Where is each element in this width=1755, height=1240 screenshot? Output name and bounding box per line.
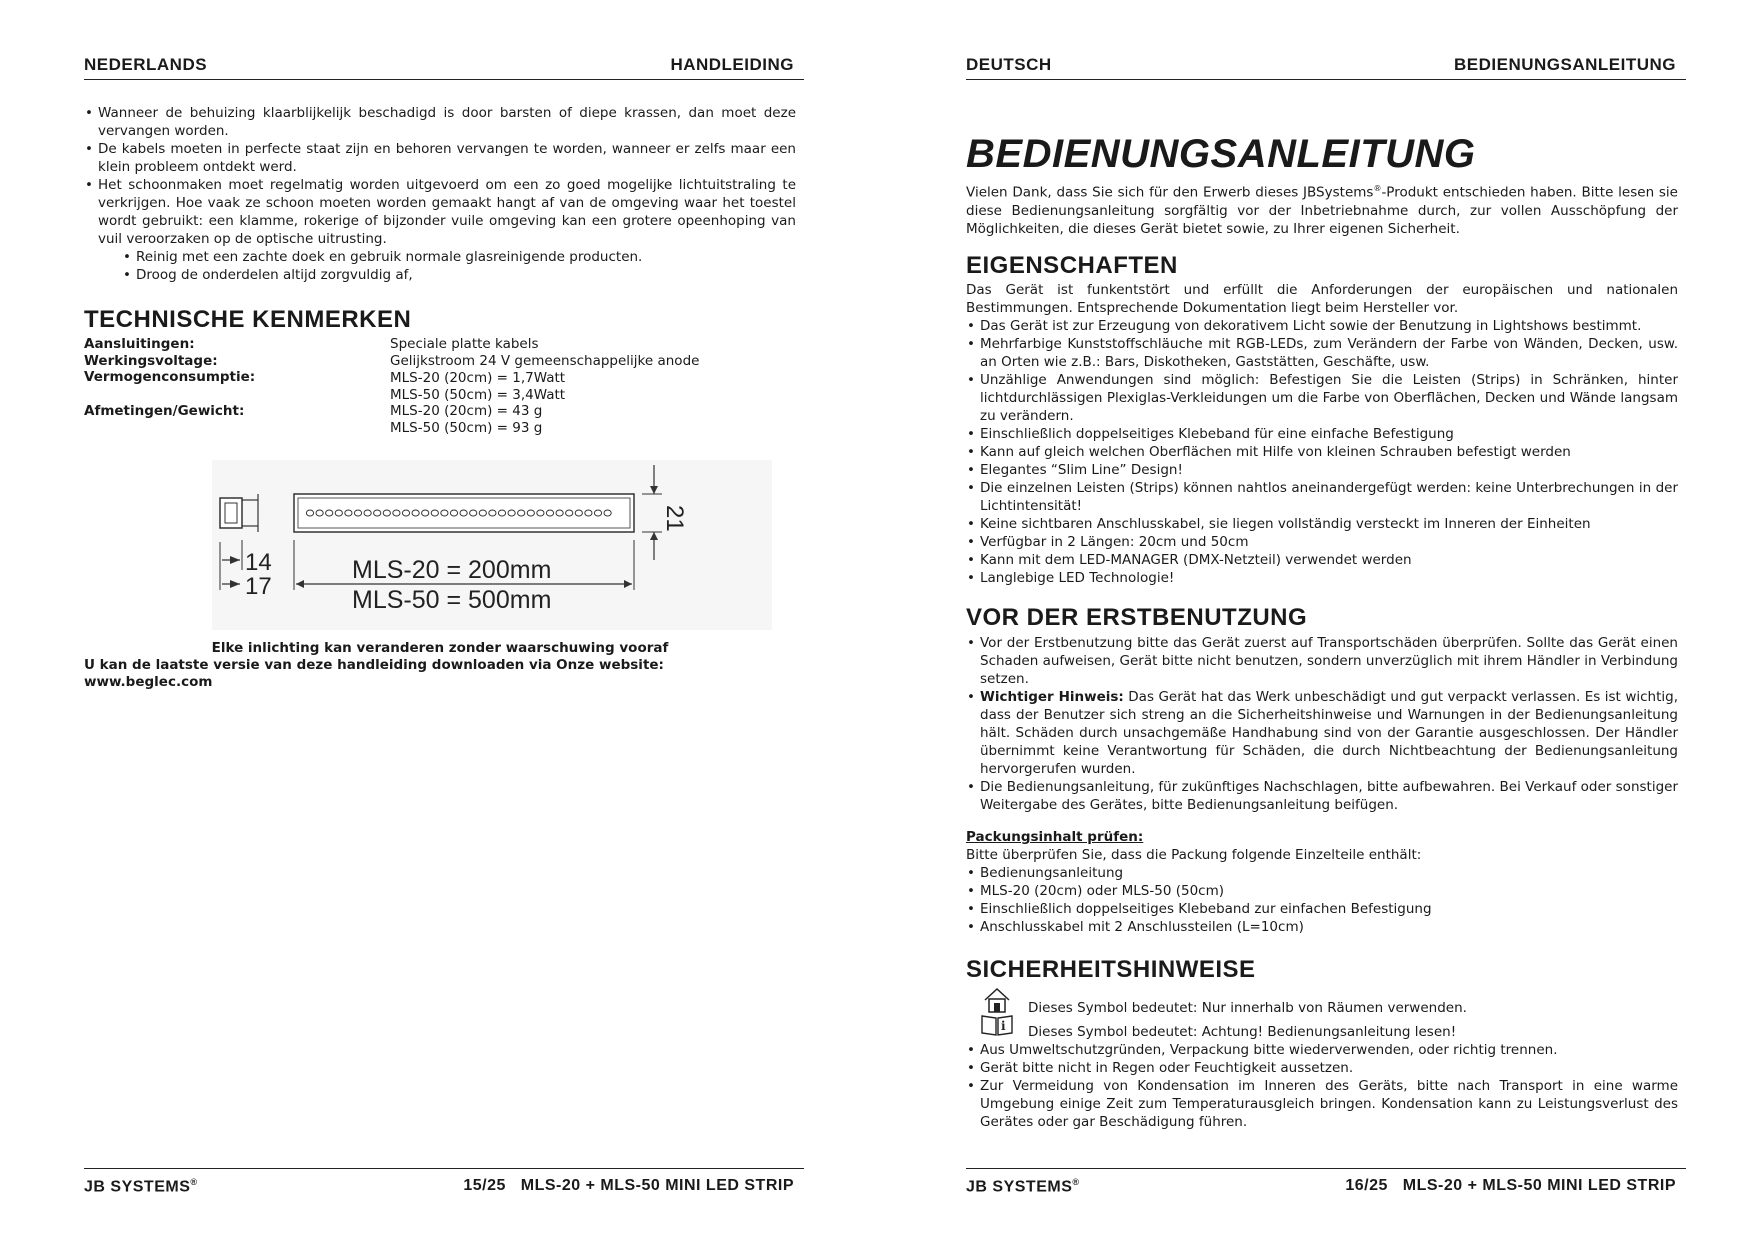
spec-value: MLS-20 (20cm) = 1,7Watt [390, 370, 566, 386]
manual-symbol-text: Dieses Symbol bedeutet: Achtung! Bedienungsanleitung lesen! [1028, 1024, 1457, 1040]
list-item: • Elegantes “Slim Line” Design! [980, 461, 1678, 479]
footer-brand: JB SYSTEMS® [84, 1177, 198, 1196]
features-section [966, 281, 1678, 587]
before-use-heading: VOR DER ERSTBENUTZUNG [966, 604, 1308, 631]
header-language: DEUTSCH [966, 55, 1052, 74]
list-item: • Anschlusskabel mit 2 Anschlussteilen (L=10cm) [980, 918, 1678, 936]
safety-heading: SICHERHEITSHINWEISE [966, 956, 1256, 983]
package-intro: Bitte überprüfen Sie, dass die Packung folgende Einzelteile enthält: [966, 847, 1422, 863]
spec-label: Aansluitingen: [84, 336, 195, 352]
list-item: • Die einzelnen Leisten (Strips) können nahtlos aneinandergefügt werden: keine Unterbrechungen in der Lichtintensität! [980, 479, 1678, 515]
spec-label: Werkingsvoltage: [84, 353, 218, 369]
length-mls20-label: MLS-20 = 200mm [352, 556, 552, 584]
footer-page-info [1345, 1177, 1676, 1195]
footer-brand: JB SYSTEMS® [966, 1177, 1080, 1196]
indoor-house-icon [982, 986, 1012, 1014]
spec-label: Afmetingen/Gewicht: [84, 403, 245, 419]
spec-label: Vermogenconsumptie: [84, 369, 256, 385]
indoor-symbol-text: Dieses Symbol bedeutet: Nur innerhalb von Räumen verwenden. [1028, 1000, 1467, 1016]
list-item: • De kabels moeten in perfecte staat zijn en behoren vervangen te worden, wanneer er zelfs maar een klein probleem ontdekt werd. [98, 140, 796, 176]
before-use-section [966, 634, 1678, 814]
safety-list [966, 1041, 1678, 1131]
package-heading: Packungsinhalt prüfen: [966, 829, 1144, 845]
list-item: • Droog de onderdelen altijd zorgvuldig af, [136, 266, 796, 284]
list-item: • Wichtiger Hinweis: Das Gerät hat das Werk unbeschädigt und gut verpackt verlassen. Es ist wichtig, dass der Benutzer sich streng an die Sicherheitshinweise und Warnungen in der Bedienungsanleitung hält. Schäden durch unsachgemäße Handhabung sind von der Garantie ausgeschlossen. Der Händler übernimmt keine Verantwortung für Schäden, die durch Nichtbeachtung der Bedienungsanleitung hervorgerufen wurden. [980, 688, 1678, 778]
product-name: MLS-20 + MLS-50 MINI LED STRIP [1402, 1177, 1676, 1194]
spec-value: MLS-20 (20cm) = 43 g [390, 403, 543, 419]
page-footer [966, 1168, 1686, 1196]
dimension-diagram [212, 460, 772, 630]
page-number: 15/25 [463, 1177, 506, 1194]
dimension-17-label: 17 [245, 573, 272, 600]
product-name: MLS-20 + MLS-50 MINI LED STRIP [520, 1177, 794, 1194]
footer-page-info [463, 1177, 794, 1195]
svg-text:i: i [1001, 1019, 1006, 1033]
features-heading: EIGENSCHAFTEN [966, 252, 1178, 279]
important-note-label: Wichtiger Hinweis: [980, 689, 1124, 705]
features-list [966, 317, 1678, 587]
spec-value: Gelijkstroom 24 V gemeenschappelijke anode [390, 353, 700, 369]
list-item: • Langlebige LED Technologie! [980, 569, 1678, 587]
list-item: • Einschließlich doppelseitiges Klebeband zur einfachen Befestigung [980, 900, 1678, 918]
header-section: BEDIENUNGSANLEITUNG [1453, 55, 1676, 74]
page-footer [84, 1168, 804, 1196]
list-item: • Verfügbar in 2 Längen: 20cm und 50cm [980, 533, 1678, 551]
list-item: • MLS-20 (20cm) oder MLS-50 (50cm) [980, 882, 1678, 900]
list-item: • Keine sichtbaren Anschlusskabel, sie liegen vollständig versteckt im Inneren der Einheiten [980, 515, 1678, 533]
maintenance-list [84, 104, 796, 248]
list-item: • Aus Umweltschutzgründen, Verpackung bitte wiederverwenden, oder richtig trennen. [980, 1041, 1678, 1059]
registered-mark: ® [1072, 1177, 1080, 1187]
registered-mark: ® [190, 1177, 198, 1187]
list-item: • Vor der Erstbenutzung bitte das Gerät zuerst auf Transportschäden überprüfen. Sollte das Gerät einen Schaden aufweisen, Gerät bitte nicht benutzen, sondern unverzüglich mit ihrem Händler in Verbindung setzen. [980, 634, 1678, 688]
cleaning-sublist [84, 248, 796, 284]
spec-value: MLS-50 (50cm) = 93 g [390, 420, 543, 436]
maintenance-text [84, 104, 796, 284]
page-header [966, 55, 1686, 80]
list-item: • Het schoonmaken moet regelmatig worden uitgevoerd om een zo goed mogelijke lichtuitstraling te verkrijgen. Hoe vaak ze schoon moeten worden gemaakt hangt af van de omgeving waar het toestel wordt gebruikt: een klamme, rokerige of bijzonder vuile omgeving kan een grotere opeenhoping van vuil veroorzaken op de optische uitrusting. [98, 176, 796, 248]
list-item: • Wanneer de behuizing klaarblijkelijk beschadigd is door barsten of diepe krassen, dan moet deze vervangen worden. [98, 104, 796, 140]
tech-specs-heading: TECHNISCHE KENMERKEN [84, 306, 412, 333]
list-item: • Das Gerät ist zur Erzeugung von dekorativem Licht sowie der Benutzung in Lightshows bestimmt. [980, 317, 1678, 335]
list-item: • Gerät bitte nicht in Regen oder Feuchtigkeit aussetzen. [980, 1059, 1678, 1077]
page-header [84, 55, 804, 80]
header-section: HANDLEIDING [670, 55, 794, 74]
read-manual-book-icon [980, 1013, 1014, 1037]
dimension-21-label: 21 [661, 505, 688, 532]
list-item: • Mehrfarbige Kunststoffschläuche mit RGB-LEDs, zum Verändern der Farbe von Wänden, Decken, usw. an Orten wie z.B.: Bars, Diskotheken, Gaststätten, Geschäfte, usw. [980, 335, 1678, 371]
right-page [966, 0, 1686, 1240]
dimension-14-label: 14 [245, 549, 272, 576]
list-item: • Einschließlich doppelseitiges Klebeband für eine einfache Befestigung [980, 425, 1678, 443]
features-intro: Das Gerät ist funkentstört und erfüllt die Anforderungen der europäischen und nationalen Bestimmungen. Entsprechende Dokumentation liegt beim Hersteller vor. [966, 282, 1678, 316]
header-language: NEDERLANDS [84, 55, 208, 74]
download-notice: U kan de laatste versie van deze handleiding downloaden via Onze website: www.beglec.com [84, 657, 664, 690]
spec-value: MLS-50 (50cm) = 3,4Watt [390, 387, 566, 403]
list-item: • Kann mit dem LED-MANAGER (DMX-Netzteil) verwendet werden [980, 551, 1678, 569]
list-item: • Kann auf gleich welchen Oberflächen mit Hilfe von kleinen Schrauben befestigt werden [980, 443, 1678, 461]
spec-table [84, 336, 796, 436]
length-mls50-label: MLS-50 = 500mm [352, 586, 552, 614]
change-notice: Elke inlichting kan veranderen zonder waarschuwing vooraf [211, 640, 669, 656]
registered-mark: ® [1373, 184, 1382, 193]
package-list [966, 864, 1678, 936]
page-title: BEDIENUNGSANLEITUNG [966, 132, 1476, 176]
left-page [84, 0, 804, 1240]
safety-section [966, 1041, 1678, 1131]
before-use-list [966, 634, 1678, 814]
list-item: • Die Bedienungsanleitung, für zukünftiges Nachschlagen, bitte aufbewahren. Bei Verkauf oder sonstiger Weitergabe des Gerätes, bitte Bedienungsanleitung beifügen. [980, 778, 1678, 814]
intro-text: Vielen Dank, dass Sie sich für den Erwerb dieses JBSystems®-Produkt entschieden haben. Bitte lesen sie diese Bedienungsanleitung sorgfältig vor der Inbetriebnahme durch, zur vollen Ausschöpfung der Möglichkeiten, die dieses Gerät bietet sowie, zu Ihrer eigenen Sicherheit. [966, 184, 1678, 237]
package-section [966, 828, 1678, 936]
list-item: • Zur Vermeidung von Kondensation im Inneren des Geräts, bitte nach Transport in eine warme Umgebung einige Zeit zum Temperaturausgleich bringen. Kondensation kann zu Leistungsverlust des Gerätes oder gar Beschädigung führen. [980, 1077, 1678, 1131]
spec-value: Speciale platte kabels [390, 336, 539, 352]
page-number: 16/25 [1345, 1177, 1388, 1194]
list-item: • Bedienungsanleitung [980, 864, 1678, 882]
list-item: • Reinig met een zachte doek en gebruik normale glasreinigende producten. [136, 248, 796, 266]
list-item: • Unzählige Anwendungen sind möglich: Befestigen Sie die Leisten (Strips) in Schränken, hinter lichtdurchlässigen Plexiglas-Verkleidungen um die Farbe von Oberflächen, Decken und Wände langsam zu verändern. [980, 371, 1678, 425]
